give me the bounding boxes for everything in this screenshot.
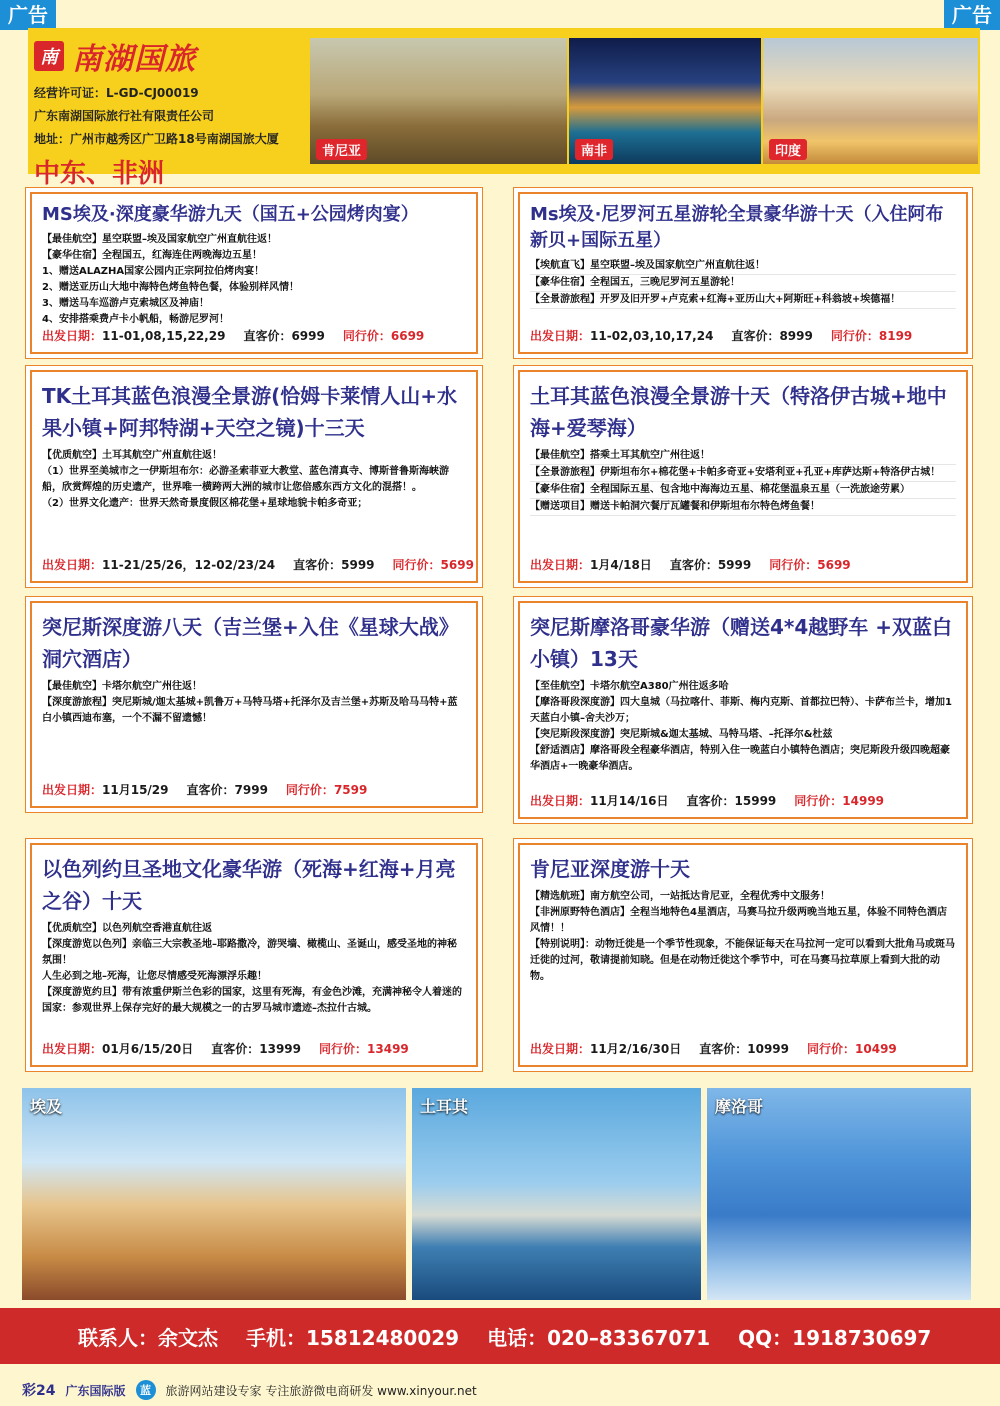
- peer-price: [769, 556, 850, 573]
- tour-card: [518, 601, 968, 819]
- tour-detail-line: 4、安排搭乘费卢卡小帆船，畅游尼罗河！: [42, 314, 229, 325]
- peer-price-value: 14999: [842, 794, 885, 808]
- contact-phone[interactable]: 电话：020–83367071: [487, 1325, 711, 1350]
- departure-dates-label: 出发日期：: [530, 558, 591, 572]
- departure-dates-label: 出发日期：: [530, 794, 591, 808]
- agency-header: [28, 28, 980, 189]
- peer-price-label: 同行价：: [319, 1042, 368, 1056]
- peer-price-value: 6699: [390, 329, 425, 343]
- direct-price: [243, 327, 324, 344]
- tour-detail-line: 【精选航班】南方航空公司，一站抵达肯尼亚，全程优秀中文服务！: [530, 891, 830, 902]
- departure-dates: [530, 556, 652, 573]
- tour-card: [30, 843, 478, 1067]
- brand-block: [34, 34, 314, 190]
- tour-detail-line: 【摩洛哥段深度游】四大皇城（马拉喀什、菲斯、梅内克斯、首都拉巴特）、卡萨布兰卡，增加1天蓝白小镇–舍夫沙万；: [530, 697, 952, 724]
- page-footer: [22, 1380, 477, 1400]
- tour-detail-line: 【豪华住宿】全程国五，红海连住两晚海边五星！: [42, 250, 262, 261]
- tour-details: [530, 258, 956, 309]
- footer-slogan: 旅游网站建设专家 专注旅游微电商研发 www.xinyour.net: [165, 1383, 477, 1398]
- photo-label-india: 印度: [769, 139, 807, 160]
- contact-mobile[interactable]: 手机：15812480029: [246, 1325, 460, 1350]
- peer-price-label: 同行价：: [392, 558, 441, 572]
- india-photo: [763, 38, 978, 164]
- direct-price-value: 15999: [734, 794, 777, 808]
- peer-price-label: 同行价：: [807, 1042, 856, 1056]
- tour-detail-line: 【深度游览以色列】亲临三大宗教圣地–耶路撒冷，游哭墙、橄榄山、圣诞山，感受圣地的神秘氛围！: [42, 939, 457, 966]
- tour-detail-line: 【全景游旅程】开罗及旧开罗+卢克索+红海+亚历山大+阿斯旺+科翁坡+埃德福！: [530, 292, 956, 309]
- direct-price-label: 直客价：: [211, 1042, 260, 1056]
- tour-details: [42, 448, 466, 512]
- peer-price: [794, 792, 884, 809]
- tour-card: [518, 370, 968, 583]
- edition-name: 广东国际版: [65, 1383, 126, 1398]
- departure-dates-value: 1月4/18日: [590, 558, 652, 572]
- departure-dates: [42, 1040, 193, 1057]
- peer-price: [393, 556, 474, 573]
- tour-pricing: [530, 1040, 956, 1057]
- tour-details: [530, 679, 956, 775]
- departure-dates-label: 出发日期：: [42, 783, 103, 797]
- departure-dates-value: 11-02,03,10,17,24: [590, 329, 714, 343]
- direct-price-label: 直客价：: [669, 558, 718, 572]
- tour-detail-line: 【全景游旅程】伊斯坦布尔+棉花堡+卡帕多奇亚+安塔利亚+孔亚+库萨达斯+特洛伊古城！: [530, 465, 956, 482]
- direct-price: [670, 556, 751, 573]
- departure-dates-value: 11月15/29: [102, 783, 169, 797]
- direct-price-label: 直客价：: [699, 1042, 748, 1056]
- peer-price-value: 10499: [855, 1042, 897, 1056]
- peer-price-label: 同行价：: [794, 794, 843, 808]
- tour-card: [30, 601, 478, 808]
- tour-detail-line: 【埃航直飞】星空联盟–埃及国家航空广州直航往返！: [530, 258, 956, 275]
- tour-detail-line: 【最佳航空】搭乘土耳其航空广州往返！: [530, 448, 956, 465]
- departure-dates-value: 11-21/25/26，12-02/23/24: [102, 558, 276, 572]
- peer-price-value: 5699: [440, 558, 474, 572]
- departure-dates: [530, 792, 669, 809]
- license-number: 经营许可证：L-GD-CJ00019: [34, 86, 199, 100]
- direct-price-label: 直客价：: [293, 558, 342, 572]
- tour-pricing: [530, 556, 956, 573]
- departure-dates-label: 出发日期：: [42, 329, 103, 343]
- tour-detail-line: （2）世界文化遗产：世界天然奇景度假区棉花堡+星球地貌卡帕多奇亚；: [42, 498, 368, 509]
- tour-detail-line: 2、赠送亚历山大地中海特色烤鱼特色餐，体验别样风情！: [42, 282, 299, 293]
- peer-price-label: 同行价：: [342, 329, 391, 343]
- contact-bar: [0, 1308, 1000, 1364]
- contact-qq[interactable]: QQ：1918730697: [738, 1325, 932, 1350]
- tour-detail-line: 【豪华住宿】全程国际五星、包含地中海海边五星、棉花堡温泉五星（一洗旅途劳累）: [530, 482, 956, 499]
- tour-details: [42, 679, 466, 727]
- direct-price: [187, 781, 268, 798]
- tour-detail-line: 【特别说明】：动物迁徙是一个季节性现象，不能保证每天在马拉河一定可以看到大批角马或斑马迁徙的过河，敬请提前知晓。但是在动物迁徙这个季节中，可在马赛马拉草原上看到大批的动物。: [530, 939, 955, 982]
- direct-price-label: 直客价：: [686, 794, 735, 808]
- tour-title: Ms埃及·尼罗河五星游轮全景豪华游十天（入住阿布新贝+国际五星）: [530, 204, 944, 251]
- tour-card: [30, 370, 478, 583]
- photo-label-egypt: 埃及: [30, 1097, 63, 1116]
- direct-price: [211, 1040, 301, 1057]
- departure-dates: [42, 327, 225, 344]
- photo-label-turkey: 土耳其: [420, 1097, 469, 1116]
- tour-detail-line: 【舒适酒店】摩洛哥段全程豪华酒店，特别入住一晚蓝白小镇特色酒店；突尼斯段升级四晚超豪华酒店+一晚豪华酒店。: [530, 745, 950, 772]
- publisher-badge-icon: 蓝: [136, 1380, 156, 1400]
- tour-detail-line: 【深度游旅程】突尼斯城/迦太基城+凯鲁万+马特马塔+托泽尔及吉兰堡+苏斯及哈马马特+蓝白小镇西迪布塞，一个不漏不留遗憾！: [42, 697, 458, 724]
- tour-detail-line: 人生必到之地–死海，让您尽情感受死海漂浮乐趣！: [42, 971, 267, 982]
- tour-pricing: [42, 781, 466, 798]
- tour-title: 突尼斯摩洛哥豪华游（赠送4*4越野车 +双蓝白小镇）13天: [530, 615, 953, 671]
- direct-price-label: 直客价：: [186, 783, 235, 797]
- peer-price-label: 同行价：: [830, 329, 879, 343]
- tour-pricing: [530, 327, 956, 344]
- tour-details: [42, 921, 466, 1017]
- contact-person: 联系人：余文杰: [78, 1325, 218, 1350]
- brand-logo-icon: 南: [34, 41, 64, 71]
- peer-price-label: 同行价：: [285, 783, 334, 797]
- departure-dates-value: 11月14/16日: [590, 794, 669, 808]
- tour-details: [42, 232, 466, 328]
- direct-price-value: 13999: [259, 1042, 301, 1056]
- direct-price-value: 5999: [717, 558, 752, 572]
- tour-pricing: [42, 1040, 466, 1057]
- egypt-photo: [22, 1088, 406, 1300]
- direct-price-value: 5999: [341, 558, 375, 572]
- peer-price: [319, 1040, 409, 1057]
- tour-detail-line: 3、赠送马车巡游卢克索城区及神庙！: [42, 298, 209, 309]
- photo-label-kenya: 肯尼亚: [316, 139, 367, 160]
- direct-price-value: 6999: [291, 329, 325, 343]
- tour-title: 土耳其蓝色浪漫全景游十天（特洛伊古城+地中海+爱琴海）: [530, 384, 947, 440]
- region-title: 中东、非洲: [34, 159, 165, 189]
- turkey-photo: [412, 1088, 701, 1300]
- direct-price-value: 7999: [234, 783, 268, 797]
- direct-price: [687, 792, 777, 809]
- tour-title: MS埃及·深度豪华游九天（国五+公园烤肉宴）: [42, 204, 419, 225]
- direct-price-label: 直客价：: [731, 329, 780, 343]
- peer-price: [286, 781, 367, 798]
- tour-title: 肯尼亚深度游十天: [530, 857, 690, 881]
- peer-price: [831, 327, 912, 344]
- departure-dates-label: 出发日期：: [530, 1042, 591, 1056]
- tour-detail-line: （1）世界至美城市之一伊斯坦布尔：必游圣索菲亚大教堂、蓝色清真寺、博斯普鲁斯海峡游船，欣赏辉煌的历史遗产，世界唯一横跨两大洲的城市让您倍感东西方文化的混搭！。: [42, 466, 449, 493]
- departure-dates-value: 11月2/16/30日: [590, 1042, 682, 1056]
- direct-price: [699, 1040, 789, 1057]
- ad-label-left: 广告: [0, 0, 56, 30]
- tour-detail-line: 【赠送项目】赠送卡帕洞穴餐厅瓦罐餐和伊斯坦布尔特色烤鱼餐！: [530, 499, 956, 516]
- direct-price-value: 8999: [779, 329, 813, 343]
- peer-price-value: 8199: [878, 329, 913, 343]
- tour-details: [530, 889, 956, 985]
- departure-dates: [42, 781, 169, 798]
- peer-price: [343, 327, 424, 344]
- peer-price-value: 5699: [817, 558, 851, 572]
- peer-price: [807, 1040, 897, 1057]
- tour-title: 以色列约旦圣地文化豪华游（死海+红海+月亮之谷）十天: [42, 857, 456, 913]
- company-address: 地址：广州市越秀区广卫路18号南湖国旅大厦: [34, 132, 279, 146]
- tour-detail-line: 【优质航空】土耳其航空广州直航往返！: [42, 450, 222, 461]
- departure-dates-value: 01月6/15/20日: [102, 1042, 194, 1056]
- south-africa-photo: [569, 38, 761, 164]
- direct-price-value: 10999: [747, 1042, 789, 1056]
- direct-price: [293, 556, 374, 573]
- page-number: 彩24: [22, 1383, 56, 1399]
- tour-detail-line: 【最佳航空】星空联盟–埃及国家航空广州直航往返！: [42, 234, 277, 245]
- company-name: 广东南湖国际旅行社有限责任公司: [34, 109, 215, 123]
- ad-label-right: 广告: [944, 0, 1000, 30]
- tour-detail-line: 【突尼斯段深度游】突尼斯城&迦太基城、马特马塔、–托泽尔&杜兹: [530, 729, 833, 740]
- direct-price-label: 直客价：: [243, 329, 292, 343]
- departure-dates: [530, 1040, 681, 1057]
- tour-title: 突尼斯深度游八天（吉兰堡+入住《星球大战》洞穴酒店）: [42, 615, 459, 671]
- tour-detail-line: 【最佳航空】卡塔尔航空广州往返！: [42, 681, 202, 692]
- tour-pricing: [42, 327, 466, 344]
- photo-label-south-africa: 南非: [575, 139, 613, 160]
- brand-name: 南湖国旅: [72, 42, 196, 77]
- morocco-photo: [707, 1088, 971, 1300]
- departure-dates-label: 出发日期：: [42, 558, 103, 572]
- tour-card: [518, 192, 968, 354]
- departure-dates-value: 11-01,08,15,22,29: [102, 329, 226, 343]
- tour-title: TK土耳其蓝色浪漫全景游(恰姆卡莱情人山+水果小镇+阿邦特湖+天空之镜)十三天: [42, 384, 458, 440]
- kenya-photo: [310, 38, 567, 164]
- tour-detail-line: 1、赠送ALAZHA国家公园内正宗阿拉伯烤肉宴！: [42, 266, 265, 277]
- peer-price-value: 13499: [367, 1042, 409, 1056]
- peer-price-label: 同行价：: [769, 558, 818, 572]
- tour-detail-line: 【至佳航空】卡塔尔航空A380广州往返多哈: [530, 681, 729, 692]
- tour-details: [530, 448, 956, 516]
- peer-price-value: 7599: [333, 783, 368, 797]
- departure-dates: [42, 556, 275, 573]
- photo-label-morocco: 摩洛哥: [715, 1097, 764, 1116]
- tour-card: [518, 843, 968, 1067]
- tour-detail-line: 【优质航空】以色列航空香港直航往返: [42, 923, 212, 934]
- direct-price: [731, 327, 812, 344]
- tour-pricing: [530, 792, 956, 809]
- tour-card: [30, 192, 478, 354]
- tour-detail-line: 【豪华住宿】全程国五，三晚尼罗河五星游轮！: [530, 275, 956, 292]
- tour-pricing: [42, 556, 474, 573]
- tour-detail-line: 【非洲原野特色酒店】全程当地特色4星酒店，马赛马拉升级两晚当地五星，体验不同特色酒店风情！！: [530, 907, 947, 934]
- tour-detail-line: 【深度游览约旦】带有浓重伊斯兰色彩的国家，这里有死海，有金色沙滩，充满神秘令人着迷的国家：参观世界上保存完好的最大规模之一的古罗马城市遗迹–杰拉什古城。: [42, 987, 462, 1014]
- departure-dates-label: 出发日期：: [530, 329, 591, 343]
- departure-dates: [530, 327, 713, 344]
- departure-dates-label: 出发日期：: [42, 1042, 103, 1056]
